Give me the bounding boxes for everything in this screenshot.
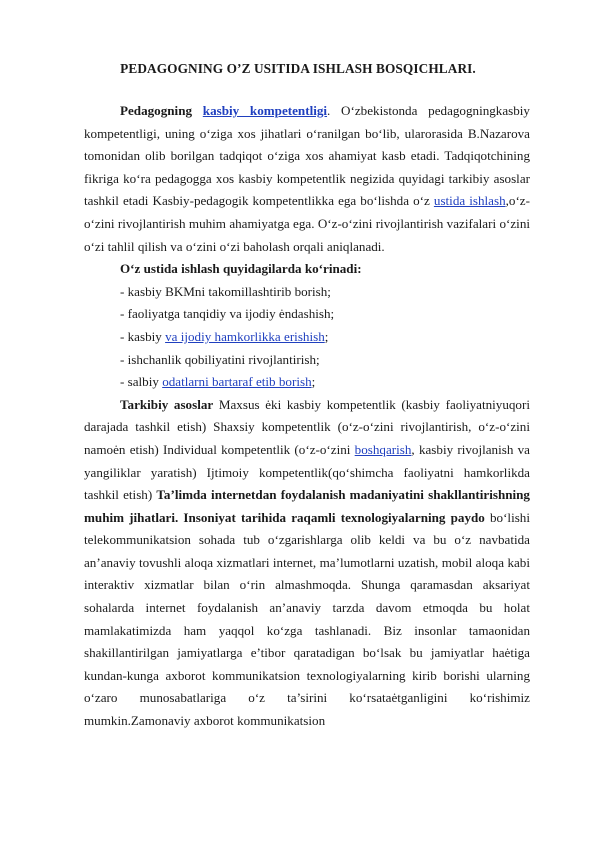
list-item-4: - ishchanlik qobiliyatini rivojlantirish; bbox=[120, 351, 320, 367]
list-item-5 bbox=[84, 371, 530, 394]
list-item-3-suffix: ; bbox=[324, 328, 329, 344]
link-boshqarish[interactable]: boshqarish bbox=[354, 441, 412, 457]
link-ustida-ishlash[interactable]: ustida ishlash bbox=[433, 193, 506, 209]
link-kasbiy-kompetentligi[interactable]: kasbiy kompetentligi bbox=[202, 103, 328, 118]
list-item-1: - kasbiy BKMni takomillashtirib borish; bbox=[120, 283, 331, 299]
paragraph-tarkibiy bbox=[84, 394, 530, 733]
tarkibiy-lead: Tarkibiy asoslar bbox=[120, 396, 214, 412]
tarkibiy-bold: Ta’limda internetdan foydalanish madaniyatini shakllantirishning muhim jihatlari. Insoniyat tarihida raqamli texnologiyalarning paydo bbox=[84, 487, 530, 525]
link-odatlarni-bartaraf[interactable]: odatlarni bartaraf etib borish bbox=[162, 374, 312, 390]
list-item-5-suffix: ; bbox=[311, 374, 316, 390]
list-item-5-prefix: - salbiy bbox=[120, 374, 163, 390]
intro-text: . O‘zbekistonda pedagogningkasbiy kompetentligi, uning o‘ziga xos jihatlari o‘ranilgan bo‘lib, ularorasida B.Nazarova tomonidan olib borilgan tadqiqot o‘ziga xos ahamiyat kasb etadi. Tadqiqotchining fikriga ko‘ra pedagogga xos kasbiy kompetentlik negizida quyidagi tarkibiy asoslar tashkil etadi Kasbiy-pedagogik kompetentlikka ega bo‘lishda o‘z bbox=[84, 103, 530, 209]
list-item-2: - faoliyatga tanqidiy va ijodiy ėndashish; bbox=[120, 306, 335, 322]
list-item-3-prefix: - kasbiy bbox=[120, 328, 166, 344]
document-body bbox=[84, 100, 530, 733]
paragraph-intro bbox=[84, 100, 530, 258]
page-title: PEDAGOGNING O’Z USITIDA ISHLASH BOSQICHLARI. bbox=[120, 61, 476, 76]
section-heading-text: O‘z ustida ishlash quyidagilarda ko‘rinadi: bbox=[120, 261, 362, 277]
tarkibiy-text-3: bo‘lishi telekommunikatsion sohada tub o‘zgarishlarga olib keldi va bu o‘z navbatida an’anaviy tovushli aloqa xizmatlari internet, ma’lumotlarni uzatish, mobil aloqa kabi interaktiv xizmatlar bilan o‘rin almashmoqda. Shunga qaramasdan aksariyat sohalarda internet foydalanish an’anaviy tarzda davom etmoqda bu holat mamlakatimizda ham yaqqol ko‘zga tashlanadi. Biz insonlar tamaonidan shakillantirilgan jamiyatlarga e’tibor qaratadigan bo‘lsak bu jamiyatlar haėtiga kundan-kunga axborot kommunikatsion texnologiyalarning kirib borishi ularning o‘zaro munosabatlariga o‘z ta’sirini ko‘rsataėtganligini ko‘rishimiz mumkin.Zamonaviy axborot kommunikatsion bbox=[84, 509, 530, 729]
list-item-3 bbox=[84, 326, 530, 349]
intro-lead: Pedagogning bbox=[120, 103, 203, 118]
intro-text-2: ,o‘z-o‘zini rivojlantirish muhim ahamiyatga ega. O‘z-o‘zini rivojlantirish vazifalari o‘zini o‘zi tahlil qilish va o‘zini o‘zi baholash orqali aniqlanadi. bbox=[84, 193, 530, 254]
link-hamkorlik[interactable]: va ijodiy hamkorlikka erishish bbox=[165, 328, 325, 344]
section-heading bbox=[84, 258, 530, 281]
tarkibiy-text: Maxsus ėki kasbiy kompetentlik (kasbiy faoliyatniyuqori darajada tashkil etish) Shaxsiy kompetentlik (o‘z-o‘zini rivojlantirish, o‘z-o‘zini namoėn etish) Individual kompetentlik (o‘z-o‘zini bbox=[84, 396, 530, 457]
tarkibiy-text-2: , kasbiy rivojlanish va yangiliklar yaratish) Ijtimoiy kompetentlik(qo‘shimcha faoliyatni hamkorlikda tashkil etish) bbox=[84, 441, 530, 503]
